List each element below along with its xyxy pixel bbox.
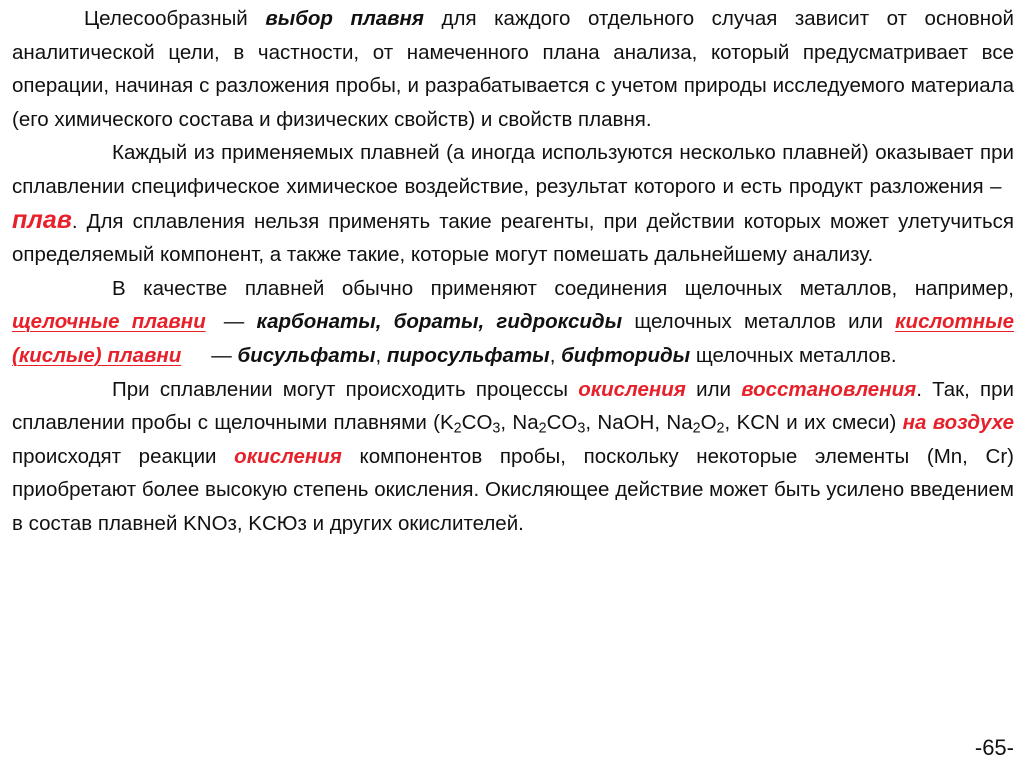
highlight-term: на воздухе — [902, 411, 1014, 435]
text-run: компонентов пробы, поскольку некоторые элементы (Mn, Cr) приобретают более высокую степень окисления. Окисляющее действие может быть усилено введением в состав плавней KNOз, KCЮз и других окислителей. — [12, 444, 1014, 535]
subscript: 3 — [577, 420, 586, 437]
text-run: Каждый из применяемых плавней (а иногда используются несколько плавней) оказывает при сплавлении специфическое химическое воздействие, результат которого и есть продукт разложения – — [12, 141, 1014, 198]
highlight-term: щелочные плавни — [12, 310, 206, 334]
paragraph-4 — [12, 373, 1014, 541]
text-run: щелочных металлов или — [622, 310, 896, 334]
highlight-term: окисления — [234, 444, 342, 468]
text-run: , — [375, 343, 387, 367]
subscript: 2 — [716, 420, 725, 437]
emphasis-term: пиросульфаты — [386, 343, 550, 367]
text-run: щелочных металлов. — [690, 343, 897, 367]
emphasis-term: карбонаты, бораты, гидроксиды — [256, 310, 623, 334]
text-run: Целесообразный — [84, 7, 266, 30]
text-run: . Для сплавления нельзя применять такие реагенты, при действии которых может улетучиться определяемый компонент, а также такие, которые могут помешать дальнейшему анализу. — [12, 209, 1014, 267]
emphasis-term: бисульфаты — [237, 343, 376, 367]
document-body — [12, 2, 1014, 541]
text-run: , — [549, 343, 562, 367]
subscript: 2 — [538, 420, 547, 437]
text-run: — — [223, 310, 257, 334]
highlight-term-plav: плав — [12, 205, 72, 234]
paragraph-1 — [12, 2, 1014, 136]
paragraph-3 — [12, 272, 1014, 373]
text-run: В качестве плавней обычно применяют соединения щелочных металлов, например, — [112, 276, 1014, 300]
subscript: 2 — [453, 420, 462, 437]
subscript: 2 — [692, 420, 701, 437]
highlight-term: восстановления — [741, 377, 917, 401]
underlined-term-alkaline-fluxes — [12, 310, 224, 333]
text-run: При сплавлении могут происходить процессы — [112, 377, 579, 401]
emphasis-term: бифториды — [561, 343, 691, 367]
text-run: или — [685, 377, 742, 401]
text-run: — — [211, 343, 238, 367]
text-run: CO — [546, 411, 578, 435]
text-run: CO — [461, 411, 493, 435]
subscript: 3 — [492, 420, 501, 437]
highlight-term: кислотные (кислые) плавни — [12, 310, 1014, 367]
text-run: . Так, при сплавлении пробы с щелочными плавнями (K — [12, 377, 1014, 435]
text-run: O — [700, 411, 717, 435]
text-run: происходят реакции — [12, 444, 235, 468]
text-run: , NaOH, Na — [585, 411, 693, 435]
paragraph-2 — [12, 136, 1014, 271]
text-run: , Na — [500, 411, 539, 435]
text-run: для каждого отдельного случая зависит от основной аналитической цели, в частности, от намеченного плана анализа, который предусматривает все операции, начиная с разложения пробы, и разрабатывается с учетом природы исследуемого материала (его химического состава и физических свойств) и свойств плавня. — [12, 7, 1014, 131]
page-number: -65- — [974, 735, 1014, 760]
emphasis-term: выбор плавня — [265, 7, 424, 30]
text-run: , KCN и их смеси) — [724, 411, 903, 435]
highlight-term: окисления — [578, 377, 686, 401]
